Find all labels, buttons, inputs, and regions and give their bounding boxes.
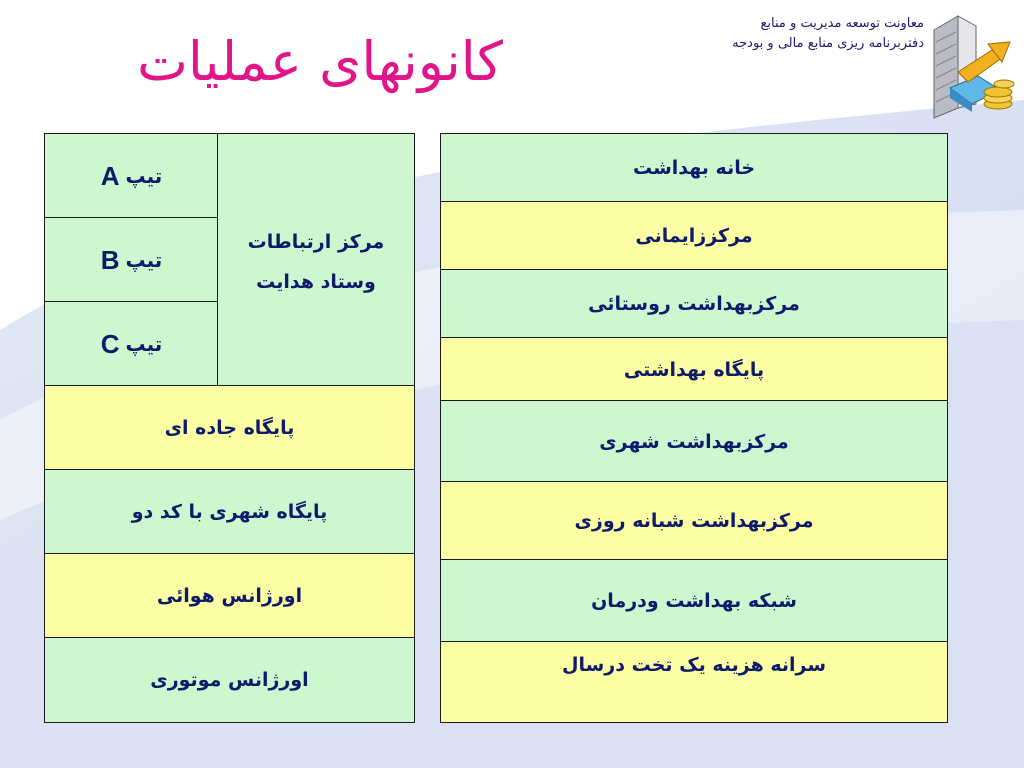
- page-title: کانونهای عملیات: [137, 30, 503, 93]
- right-row-1-text: خانه بهداشت: [632, 157, 756, 179]
- type-c-word: تیپ: [125, 332, 163, 356]
- right-row-5: [440, 400, 948, 483]
- left-row-1: [44, 385, 415, 471]
- right-row-7-text: شبکه بهداشت ودرمان: [591, 590, 797, 612]
- type-c-cell: [44, 301, 219, 387]
- left-row-3: [44, 553, 415, 639]
- type-a-cell: [44, 133, 219, 219]
- left-row-2-text: پایگاه شهری با کد دو: [131, 501, 328, 523]
- right-row-3: [440, 269, 948, 339]
- building-coins-logo-icon: [928, 8, 1018, 120]
- type-a-letter: A: [100, 160, 120, 191]
- right-row-6: [440, 481, 948, 561]
- right-row-8: [440, 641, 948, 723]
- type-a-word: تیپ: [125, 164, 163, 188]
- header-org-text: [732, 14, 924, 54]
- header-line-1: معاونت توسعه مدیریت و منابع: [760, 16, 924, 31]
- header-line-2: دفتربرنامه ریزی منابع مالی و بودجه: [732, 36, 924, 51]
- type-b-letter: B: [100, 244, 120, 275]
- right-row-4-text: پایگاه بهداشتی: [623, 358, 765, 381]
- right-row-2-text: مرکززایمانی: [635, 225, 753, 247]
- left-row-2: [44, 469, 415, 555]
- right-row-8-text: سرانه هزینه یک تخت درسال: [561, 654, 827, 676]
- type-c-letter: C: [100, 328, 120, 359]
- right-row-1: [440, 133, 948, 203]
- type-b-cell: [44, 217, 219, 303]
- left-row-4: [44, 637, 415, 723]
- left-row-1-text: پایگاه جاده ای: [164, 417, 295, 439]
- left-row-4-text: اورژانس موتوری: [150, 669, 309, 691]
- right-row-2: [440, 201, 948, 271]
- right-row-3-text: مرکزبهداشت روستائی: [588, 293, 800, 315]
- right-row-5-text: مرکزبهداشت شهری: [599, 430, 789, 453]
- right-row-7: [440, 559, 948, 643]
- communication-center-text: مرکز ارتباطات وستاد هدایت: [247, 231, 385, 293]
- communication-center-cell: [217, 133, 415, 387]
- left-row-3-text: اورژانس هوائی: [156, 585, 303, 607]
- right-row-6-text: مرکزبهداشت شبانه روزی: [574, 510, 814, 532]
- right-row-4: [440, 337, 948, 402]
- type-b-word: تیپ: [125, 248, 163, 272]
